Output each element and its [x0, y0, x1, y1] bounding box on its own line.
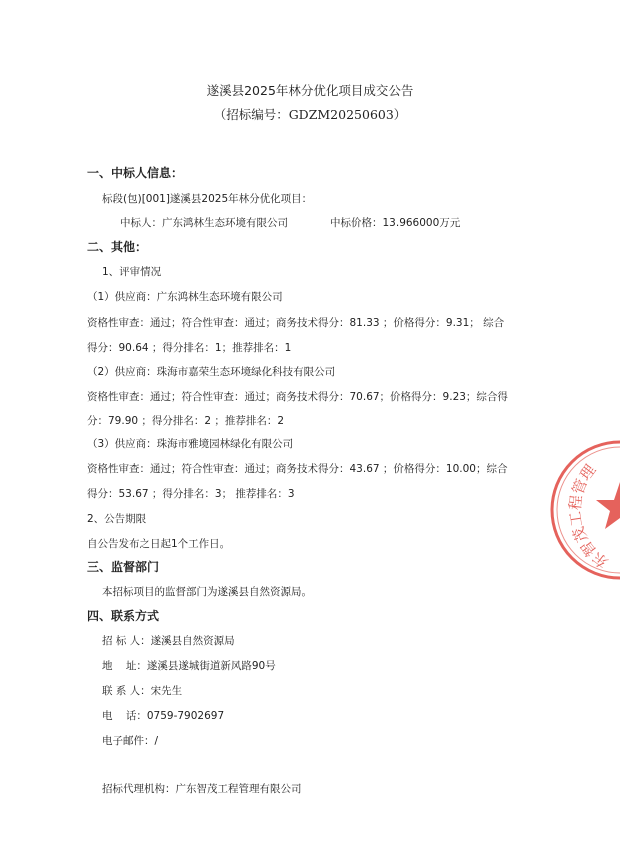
document-title: 遂溪县2025年林分优化项目成交公告	[206, 83, 414, 98]
notice-period-text: 自公告发布之日起1个工作日。	[87, 538, 231, 550]
address-line: 地 址：遂溪县遂城街道新风路90号	[102, 660, 276, 672]
supplier-1-name: （1）供应商：广东鸿林生态环境有限公司	[87, 291, 283, 303]
lot-line: 标段(包)[001]遂溪县2025年林分优化项目：	[102, 193, 313, 205]
section-1-heading: 一、中标人信息：	[87, 166, 184, 180]
supplier-1-scores: 资格性审查：通过；符合性审查：通过；商务技术得分：81.33 ；价格得分：9.31； 综合	[87, 317, 505, 329]
tender-number: （招标编号：GDZM20250603）	[213, 107, 407, 122]
review-heading: 1、评审情况	[102, 266, 162, 278]
supervisor-text: 本招标项目的监督部门为遂溪县自然资源局。	[102, 586, 312, 598]
section-2-heading: 二、其他：	[87, 240, 148, 254]
phone-line: 电 话：0759-7902697	[102, 710, 225, 722]
supplier-2-scores-cont: 分：79.90 ；得分排名：2 ；推荐排名：2	[87, 415, 285, 427]
supplier-2-name: （2）供应商：珠海市嘉荣生态环境绿化科技有限公司	[87, 366, 336, 378]
supplier-3-name: （3）供应商：珠海市雅境园林绿化有限公司	[87, 438, 294, 450]
supplier-1-scores-cont: 得分：90.64 ；得分排名：1；推荐排名：1	[87, 342, 292, 354]
section-4-heading: 四、联系方式	[87, 609, 160, 623]
winner-line: 中标人：广东鸿林生态环境有限公司	[120, 217, 288, 229]
supplier-3-scores: 资格性审查：通过；符合性审查：通过；商务技术得分：43.67 ；价格得分：10.00；综合	[87, 463, 508, 475]
price-line: 中标价格：13.966000万元	[330, 217, 461, 229]
notice-period-heading: 2、公告期限	[87, 513, 147, 525]
company-seal-stamp	[538, 440, 620, 580]
section-3-heading: 三、监督部门	[87, 560, 160, 574]
supplier-3-scores-cont: 得分：53.67 ；得分排名：3； 推荐排名：3	[87, 488, 295, 500]
email-line: 电子邮件：/	[102, 735, 159, 747]
svg-text:东智茂工程管理: 东智茂工程管理	[566, 461, 612, 572]
contact-line: 联 系 人：宋先生	[102, 685, 183, 697]
supplier-2-scores: 资格性审查：通过；符合性审查：通过；商务技术得分：70.67；价格得分：9.23；综合得	[87, 391, 508, 403]
agency-line: 招标代理机构：广东智茂工程管理有限公司	[102, 783, 302, 795]
tenderer-line: 招 标 人：遂溪县自然资源局	[102, 635, 235, 647]
